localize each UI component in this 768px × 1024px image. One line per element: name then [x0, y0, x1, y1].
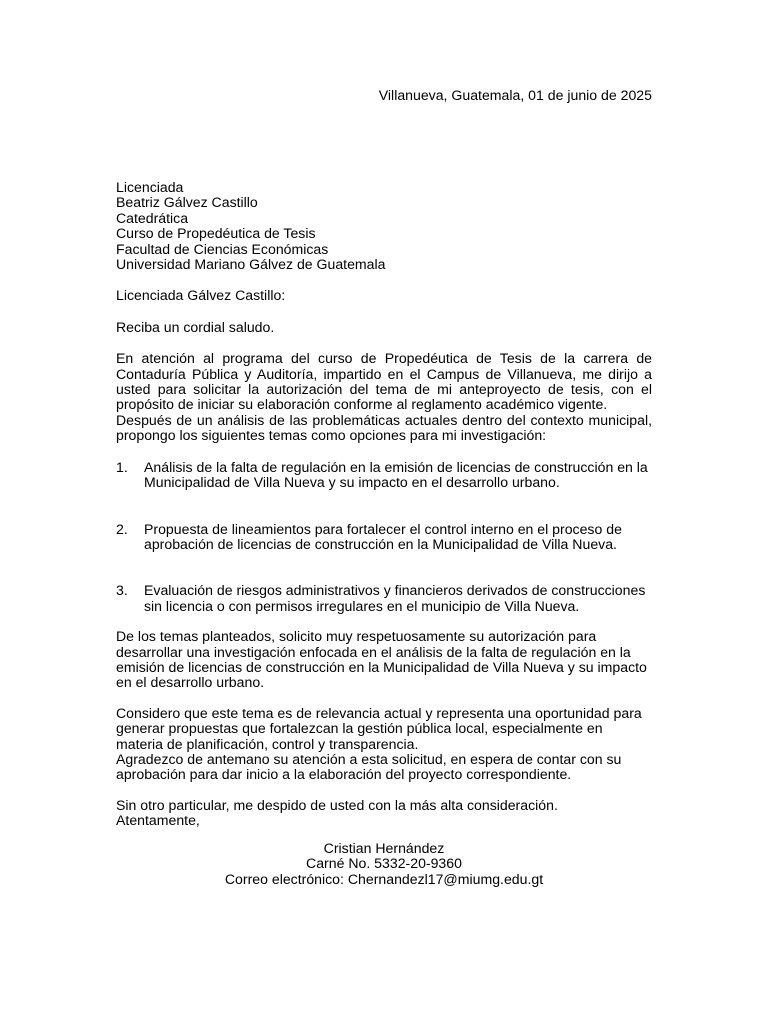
- recipient-title: Licenciada: [116, 179, 184, 195]
- thanks-paragraph: Agradezco de antemano su atención a esta solicitud, en espera de contar con su aprobación para dar inicio a la elaboración del proyecto correspondiente.: [116, 750, 622, 783]
- list-item: [116, 583, 652, 614]
- request-paragraph: De los temas planteados, solicito muy respetuosamente su autorización para desarrollar una investigación enfocada en el análisis de la falta de regulación en la emisión de licencias de construcción en la Municipalidad de Villa Nueva y su impacto en el desarrollo urbano.: [116, 628, 647, 691]
- list-item: [116, 460, 652, 491]
- sign-off: Atentamente,: [116, 812, 200, 829]
- recipient-university: Universidad Mariano Gálvez de Guatemala: [116, 256, 386, 273]
- topic-number: 1.: [116, 458, 128, 475]
- recipient-name: Beatriz Gálvez Castillo: [116, 194, 258, 211]
- letter-body: [116, 180, 652, 829]
- list-item: [116, 522, 652, 553]
- topic-number: 2.: [116, 520, 128, 537]
- recipient-course: Curso de Propedéutica de Tesis: [116, 225, 316, 242]
- recipient-block: [116, 180, 652, 272]
- signer-id: Carné No. 5332-20-9360: [306, 855, 462, 872]
- signer-email: Correo electrónico: Chernandezl17@miumg.edu.gt: [224, 870, 544, 887]
- recipient-faculty: Facultad de Ciencias Económicas: [116, 240, 329, 257]
- intro-paragraph: En atención al programa del curso de Propedéutica de Tesis de la carrera de Contaduría Pública y Auditoría, impartido en el Campus de Villanueva, me dirijo a usted para solicitar la autorización del tema de mi anteproyecto de tesis, con el propósito de iniciar su elaboración conforme al reglamento académico vigente.: [116, 350, 652, 413]
- topic-text: Análisis de la falta de regulación en la emisión de licencias de construcción en la Municipalidad de Villa Nueva y su impacto en el desarrollo urbano.: [144, 458, 648, 491]
- topics-list: [116, 460, 652, 614]
- salutation: Licenciada Gálvez Castillo:: [116, 287, 286, 304]
- topic-number: 3.: [116, 582, 128, 599]
- signer-name: Cristian Hernández: [323, 840, 445, 856]
- recipient-position: Catedrática: [116, 209, 189, 226]
- topic-text: Evaluación de riesgos administrativos y financieros derivados de construcciones sin licencia o con permisos irregulares en el municipio de Villa Nueva.: [144, 582, 646, 614]
- closing-line: Sin otro particular, me despido de usted con la más alta consideración.: [116, 796, 558, 813]
- greeting: Reciba un cordial saludo.: [116, 318, 275, 335]
- intro-paragraph-continued: Después de un análisis de las problemáticas actuales dentro del contexto municipal, propongo los siguientes temas como opciones para mi investigación:: [116, 411, 652, 444]
- signature-block: [116, 841, 652, 887]
- date-line: Villanueva, Guatemala, 01 de junio de 2025: [378, 87, 652, 103]
- topic-text: Propuesta de lineamientos para fortalecer el control interno en el proceso de aprobación de licencias de construcción en la Municipalidad de Villa Nueva.: [144, 520, 622, 552]
- relevance-paragraph: Considero que este tema es de relevancia actual y representa una oportunidad para generar propuestas que fortalezcan la gestión pública local, especialmente en materia de planificación, control y transparencia.: [116, 704, 642, 752]
